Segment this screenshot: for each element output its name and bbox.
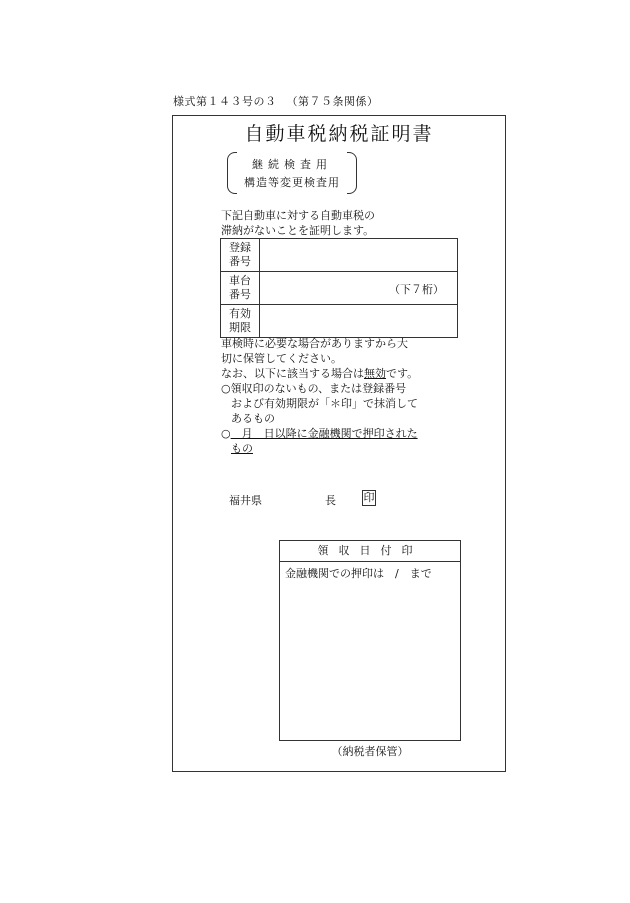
invalid-item-2-line-1: ○ 月 日以降に金融機関で押印された: [221, 427, 418, 440]
registration-number-field: [260, 239, 458, 272]
expiry-date-field: [260, 305, 458, 338]
purpose-box: [227, 152, 357, 194]
form-relation: （第７５条関係）: [286, 95, 379, 108]
invalid-word: 無効: [364, 367, 386, 380]
right-bracket: [347, 152, 357, 194]
keep-note-line-2: 切に保管してください。: [221, 352, 342, 365]
taxpayer-copy-note: （納税者保管）: [331, 745, 409, 758]
table-row-chassis: [221, 272, 458, 305]
invalid-item-2-line-2: もの: [231, 442, 253, 455]
form-number-line: [173, 93, 379, 109]
table-row-registration: [221, 239, 458, 272]
receipt-bank-note: 金融機関での押印は / まで: [285, 567, 432, 580]
last-seven-digits-note: （下７桁）: [389, 283, 444, 296]
receipt-header: 領収日付印: [280, 541, 460, 562]
registration-number-label: 登録 番号: [221, 239, 260, 272]
invalid-item-1-line-2: および有効期限が「＊印」で抹消して: [231, 397, 418, 410]
chassis-number-label: 車台 番号: [221, 272, 260, 305]
chief-title: 長: [325, 494, 336, 507]
invalid-item-1-line-3: あるもの: [231, 412, 275, 425]
table-row-expiry: [221, 305, 458, 338]
expiry-date-label: 有効 期限: [221, 305, 260, 338]
chassis-number-field: [260, 272, 458, 305]
invalid-note: なお、以下に該当する場合は無効です。: [221, 367, 419, 380]
vehicle-info-table: [220, 238, 458, 338]
form-number: 様式第１４３号の３: [173, 95, 277, 108]
lead-line-2: 滞納がないことを証明します。: [221, 224, 375, 237]
invalid-item-1-line-1: ○領収印のないもの、または登録番号: [221, 382, 407, 395]
prefecture-name: 福井県: [229, 494, 262, 507]
left-bracket: [227, 152, 237, 194]
lead-text: [221, 208, 375, 238]
lead-line-1: 下記自動車に対する自動車税の: [221, 209, 375, 222]
receipt-date-stamp-box: [279, 540, 461, 741]
official-seal-mark: 印: [363, 491, 375, 504]
purpose-line-2: 構造等変更検査用: [244, 176, 340, 189]
certificate-title: 自動車税納税証明書: [244, 123, 434, 145]
keep-note-line-1: 車検時に必要な場合がありますから大: [221, 337, 408, 350]
notes-section: [221, 336, 418, 456]
purpose-line-1: 継続検査用: [252, 158, 332, 171]
